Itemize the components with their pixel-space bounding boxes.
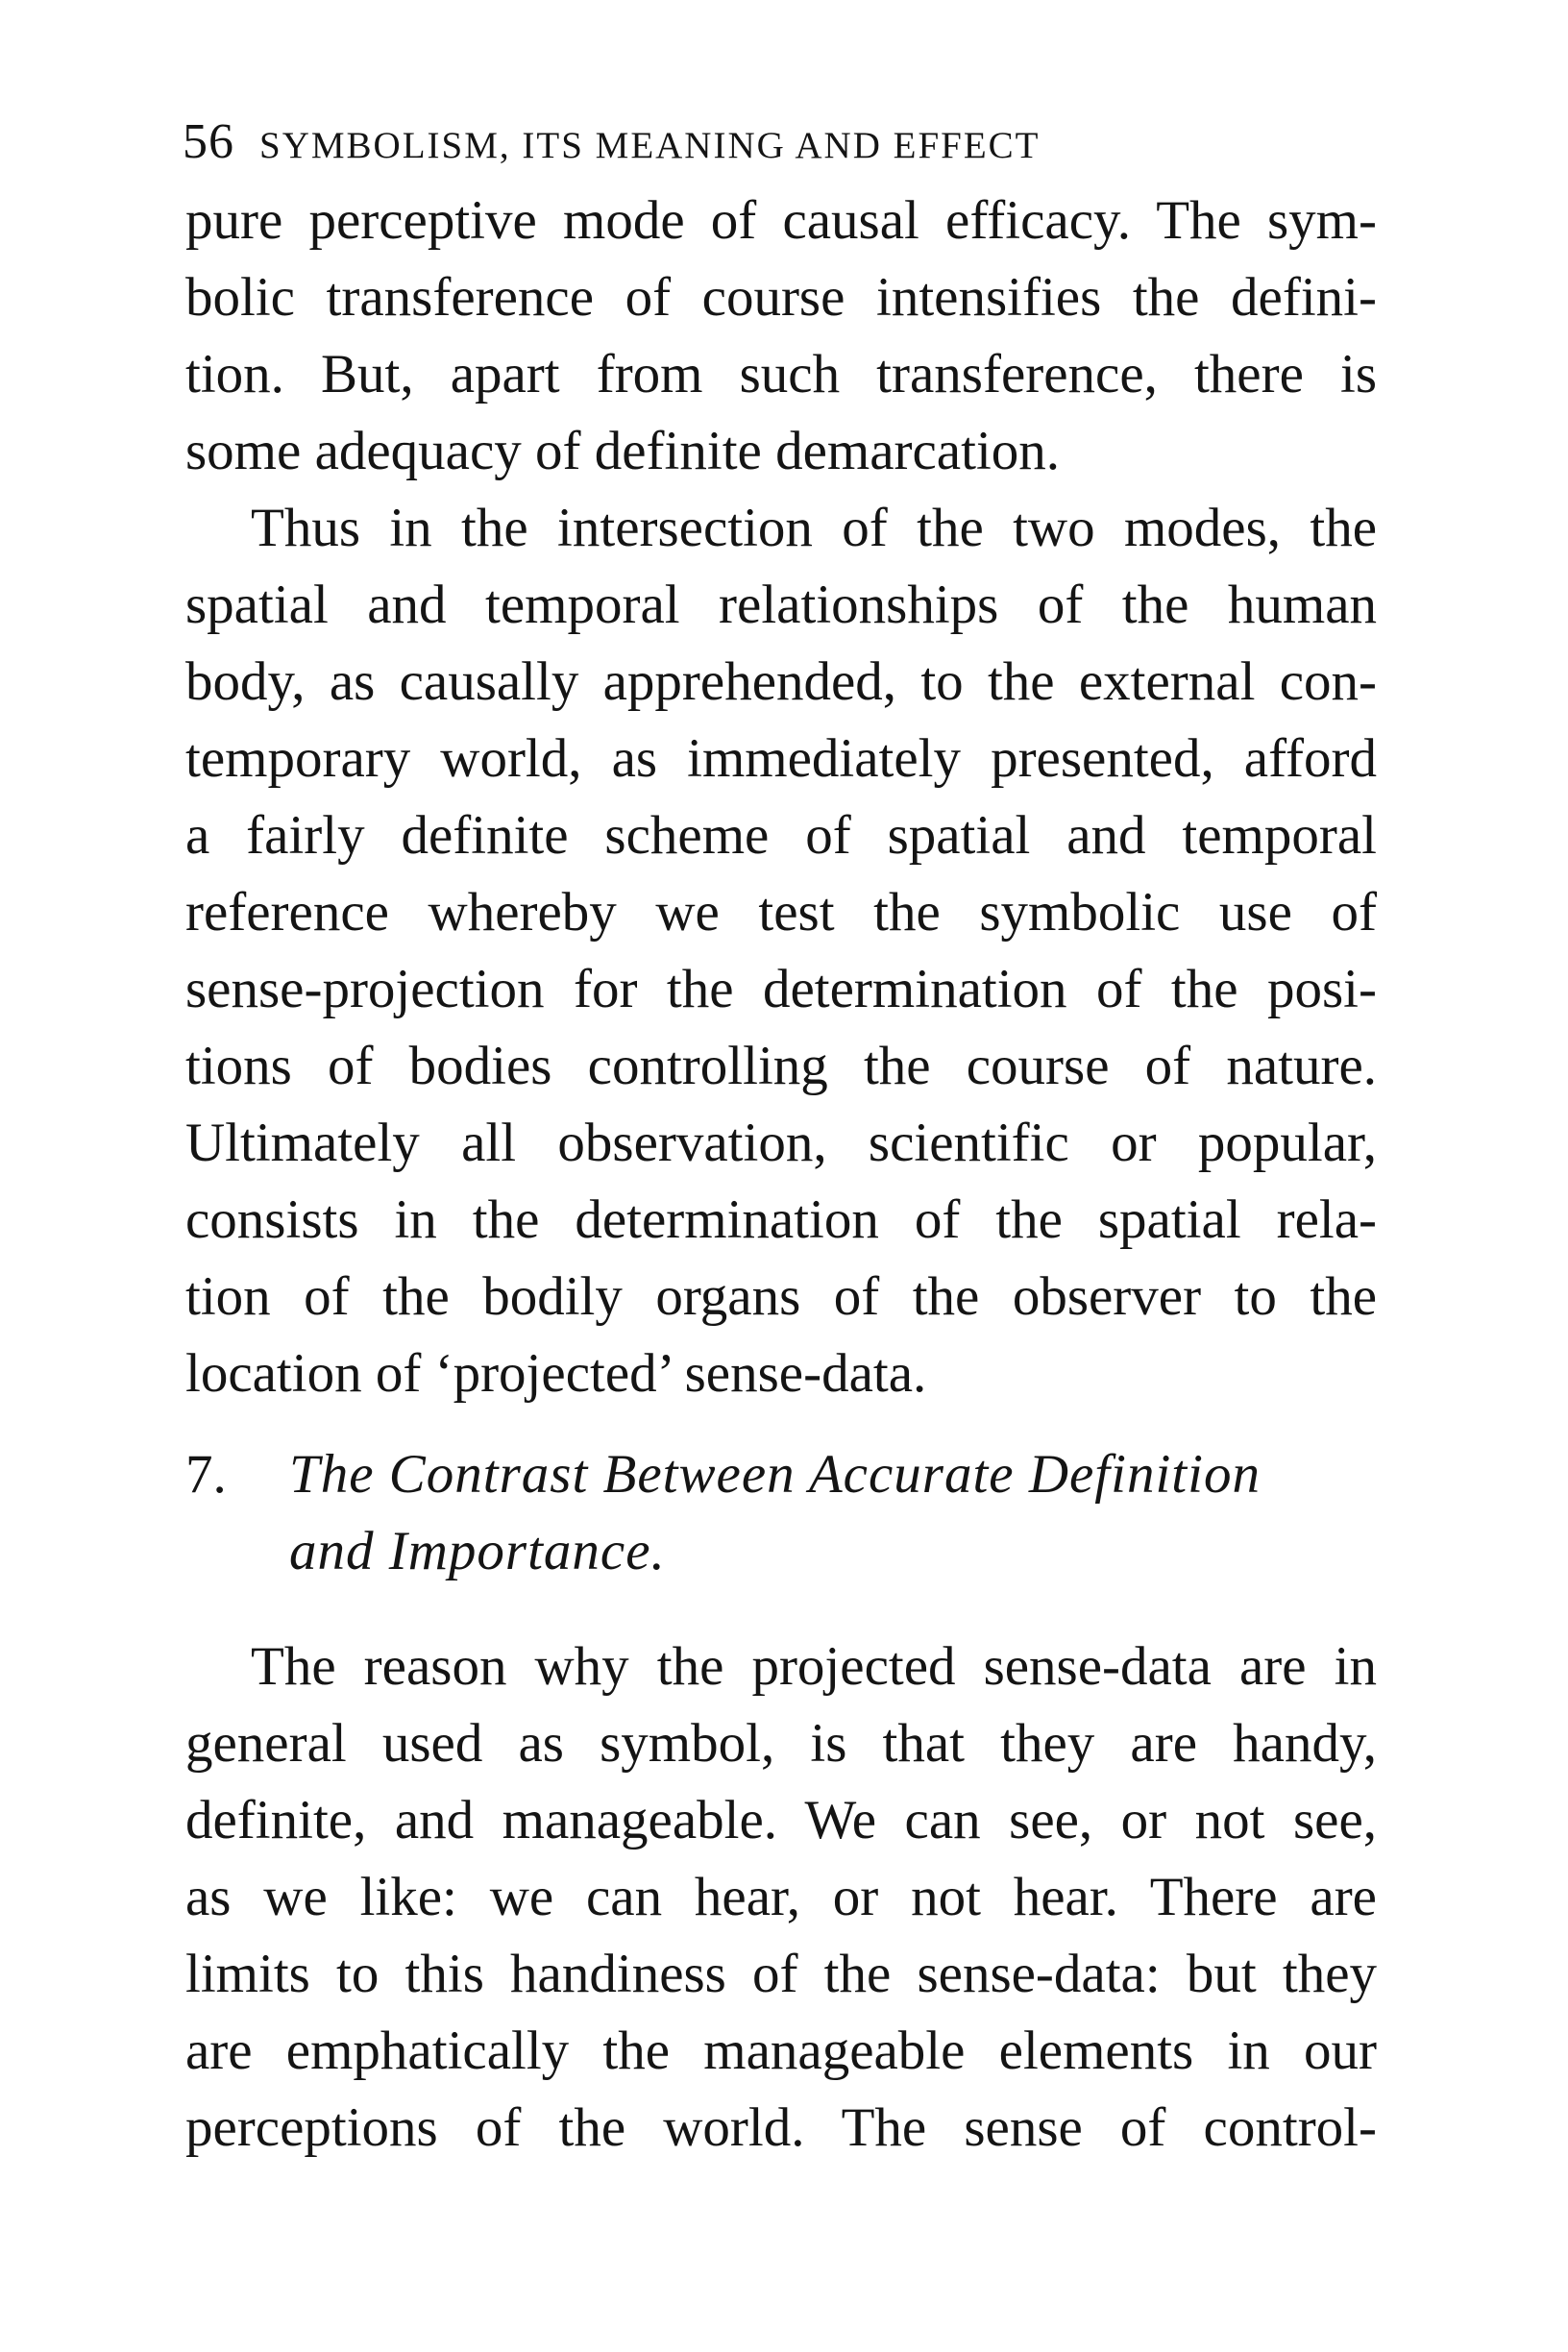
text-line: consists in the determination of the spatial rela- <box>185 1189 1377 1250</box>
text-line: body, as causally apprehended, to the external con- <box>185 651 1377 712</box>
text-line: bolic transference of course intensifies the defini- <box>185 267 1377 328</box>
text-line: a fairly definite scheme of spatial and temporal <box>185 805 1377 866</box>
text-line: tion of the bodily organs of the observer to the <box>185 1266 1377 1327</box>
paragraph <box>185 1629 1377 2167</box>
text-line: perceptions of the world. The sense of control- <box>185 2097 1377 2158</box>
paragraph <box>185 490 1377 1412</box>
page-number: 56 <box>183 114 234 169</box>
section-number: 7. <box>185 1444 227 1505</box>
text-line: some adequacy of definite demarcation. <box>185 421 1061 481</box>
text-line: as we like: we can hear, or not hear. There are <box>185 1867 1377 1927</box>
text-line: Thus in the intersection of the two modes, the <box>251 498 1377 558</box>
text-line: Ultimately all observation, scientific or popular, <box>185 1113 1377 1173</box>
text-line: sense-projection for the determination of the posi- <box>185 959 1377 1019</box>
paragraph-continued <box>185 183 1377 490</box>
text-line: definite, and manageable. We can see, or not see, <box>185 1790 1377 1850</box>
text-line: location of ‘projected’ sense-data. <box>185 1343 927 1404</box>
text-line: pure perceptive mode of causal efficacy. The sym- <box>185 190 1377 251</box>
section-title-line: The Contrast Between Accurate Definition <box>289 1444 1261 1505</box>
running-head <box>183 113 1384 181</box>
text-line: general used as symbol, is that they are handy, <box>185 1713 1377 1774</box>
text-line: The reason why the projected sense-data are in <box>251 1636 1377 1697</box>
text-line: temporary world, as immediately presented, afford <box>185 728 1377 789</box>
running-title: SYMBOLISM, ITS MEANING AND EFFECT <box>259 125 1041 166</box>
text-line: are emphatically the manageable elements in our <box>185 2021 1377 2081</box>
text-line: spatial and temporal relationships of the human <box>185 575 1377 635</box>
text-line: reference whereby we test the symbolic use of <box>185 882 1377 943</box>
text-line: limits to this handiness of the sense-data: but they <box>185 1944 1377 2004</box>
text-line: tions of bodies controlling the course of nature. <box>185 1036 1377 1096</box>
text-line: tion. But, apart from such transference, there is <box>185 344 1377 404</box>
section-title-line: and Importance. <box>289 1521 666 1581</box>
